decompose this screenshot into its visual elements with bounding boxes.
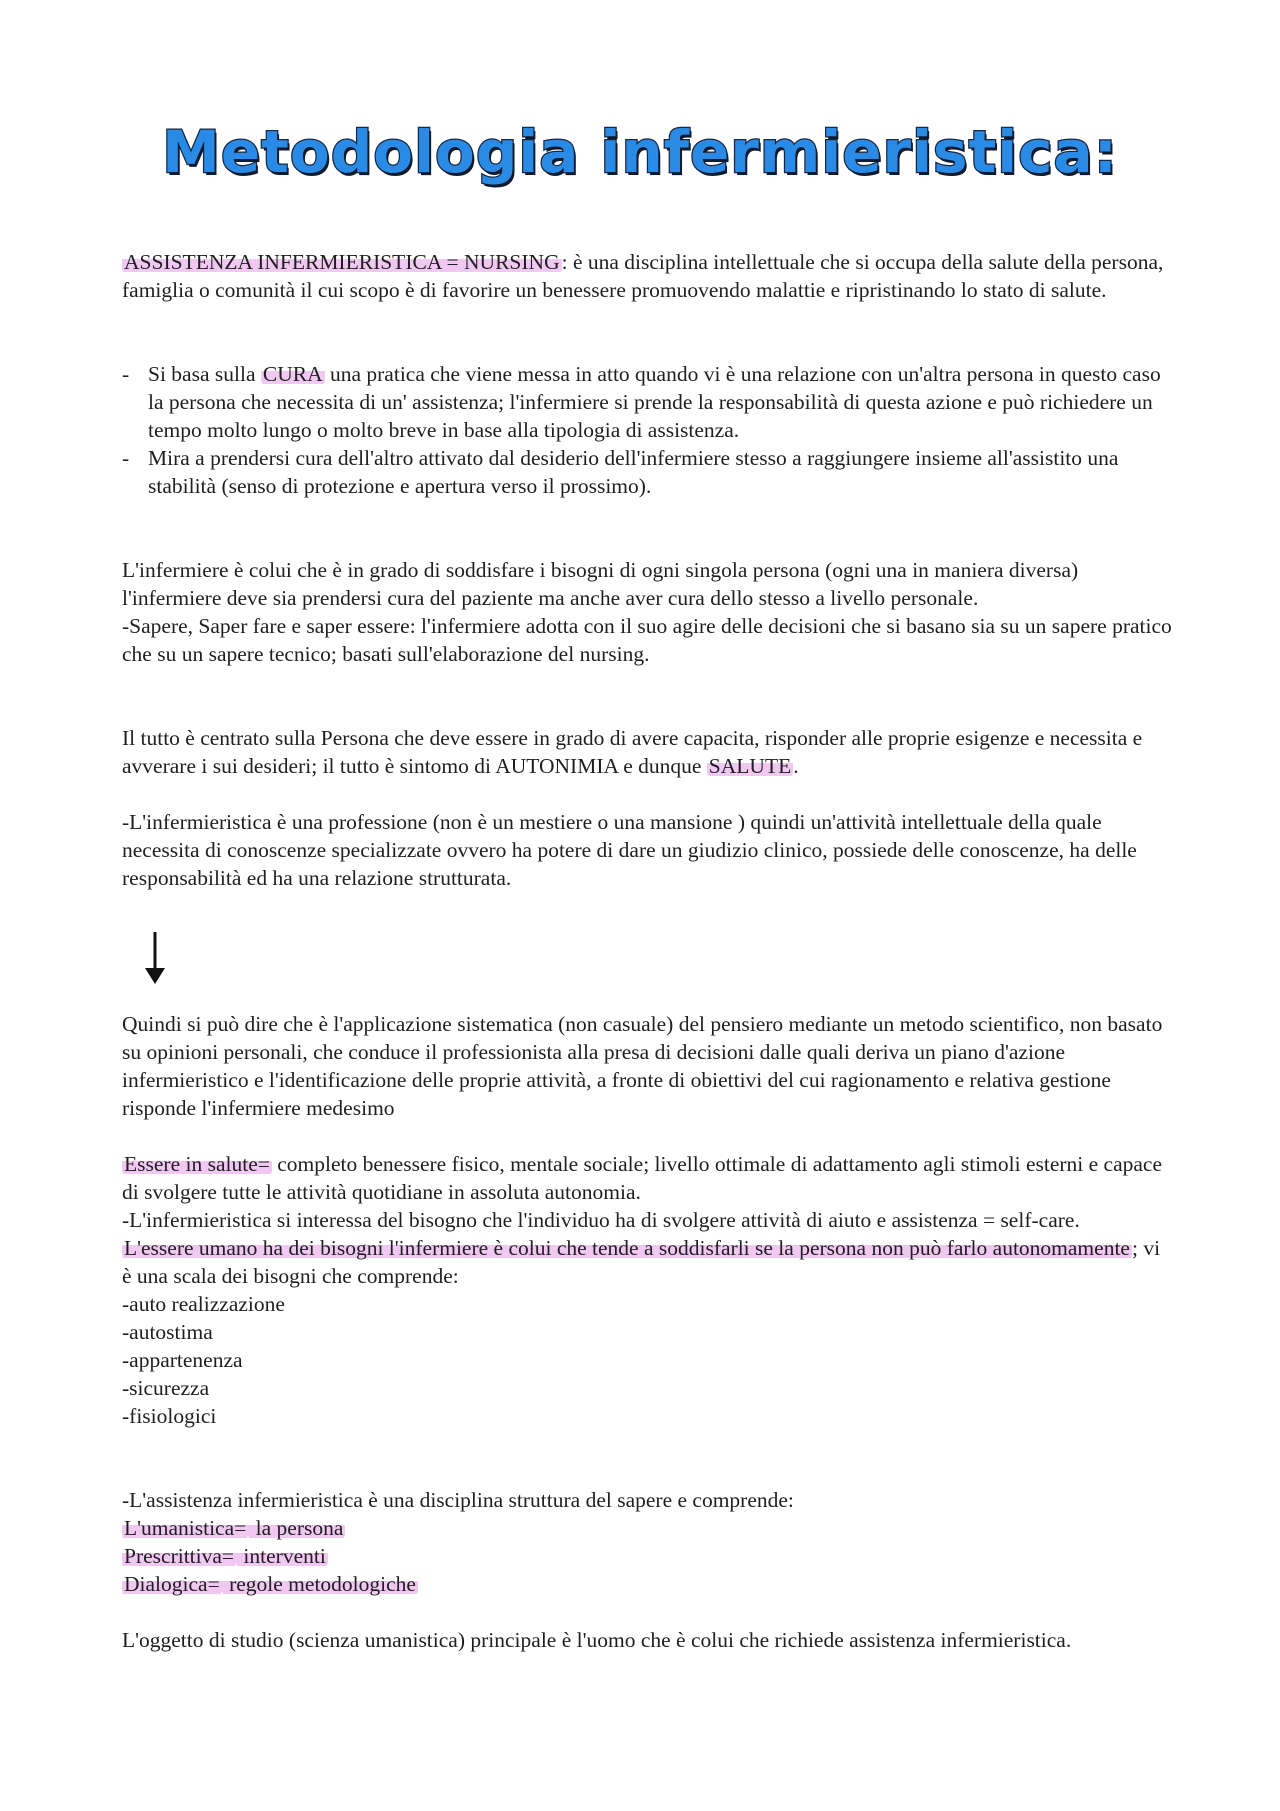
bisogni-text: ; vi è una scala dei bisogni che comprende: [122, 1236, 1161, 1288]
disciplina-def: regole metodologiche [223, 1572, 416, 1596]
highlight-dialogica: Dialogica= [124, 1572, 220, 1596]
oggetto-text: L'oggetto di studio (scienza umanistica) principale è l'uomo che è colui che richiede assistenza infermieristica. [122, 1628, 1072, 1652]
page-title: Metodologia infermieristica: [162, 118, 1118, 186]
bullet-item-mira: - Mira a prendersi cura dell'altro attivato dal desiderio dell'infermiere stesso a raggiungere insieme all'assistito una stabilità (senso di protezione e apertura verso il prossimo). [122, 444, 1172, 500]
quindi-paragraph [122, 1010, 1172, 1122]
disciplina-def: la persona [250, 1516, 344, 1540]
highlight-bisogni: L'essere umano ha dei bisogni l'infermiere è colui che tende a soddisfarli se la persona non può farlo autonomamente [124, 1236, 1130, 1260]
disciplina-item [122, 1570, 1172, 1598]
infermiere-text: L'infermiere è colui che è in grado di soddisfare i bisogni di ogni singola persona (ogni una in maniera diversa) l'infermiere deve sia prendersi cura del paziente ma anche aver cura dello stesso a livello personale. [122, 558, 1079, 610]
oggetto-paragraph [122, 1626, 1172, 1654]
bullet-item-cura [122, 360, 1172, 444]
nursing-definition [122, 248, 1172, 304]
infermiere-paragraph [122, 556, 1172, 668]
down-arrow-icon [143, 930, 167, 986]
highlight-prescrittiva: Prescrittiva= [124, 1544, 235, 1568]
disciplina-def: interventi [238, 1544, 326, 1568]
professione-paragraph [122, 808, 1172, 892]
scala-item: -appartenenza [122, 1348, 243, 1372]
disciplina-section [122, 1486, 1172, 1598]
disciplina-item [122, 1542, 1172, 1570]
highlight-essere-in-salute: Essere in salute= [124, 1152, 270, 1176]
persona-text: Il tutto è centrato sulla Persona che deve essere in grado di avere capacita, risponder alle proprie esigenze e necessita e avverare i sui desideri; il tutto è sintomo di AUTONIMIA e dunque [122, 726, 1143, 778]
scala-item: -auto realizzazione [122, 1292, 285, 1316]
scala-item: -autostima [122, 1320, 213, 1344]
salute-section [122, 1150, 1172, 1430]
quindi-text: Quindi si può dire che è l'applicazione sistematica (non casuale) del pensiero mediante un metodo scientifico, non basato su opinioni personali, che conduce il professionista alla presa di decisioni dalle quali deriva un piano d'azione infermieristico e l'identificazione delle proprie attività, a fronte di obiettivi del cui ragionamento e relativa gestione risponde l'infermiere medesimo [122, 1012, 1163, 1120]
disciplina-item [122, 1514, 1172, 1542]
scala-item: -sicurezza [122, 1376, 210, 1400]
salute-text: completo benessere fisico, mentale sociale; livello ottimale di adattamento agli stimoli esterni e capace di svolgere tutte le attività quotidiane in assoluta autonomia. [122, 1152, 1163, 1204]
bullet-cura-pre: Si basa sulla [148, 362, 261, 386]
scala-item: -fisiologici [122, 1404, 217, 1428]
highlight-umanistica: L'umanistica= [124, 1516, 247, 1540]
persona-paragraph [122, 724, 1172, 780]
persona-text-end: . [793, 754, 799, 778]
disciplina-intro: -L'assistenza infermieristica è una disciplina struttura del sapere e comprende: [122, 1488, 794, 1512]
highlight-cura: CURA [262, 362, 323, 386]
highlight-salute: SALUTE [708, 754, 792, 778]
bullet-cura-post: una pratica che viene messa in atto quando vi è una relazione con un'altra persona in questo caso la persona che necessita di un' assistenza; l'infermiere si prende la responsabilità di questa azione e può richiedere un tempo molto lungo o molto breve in base alla tipologia di assistenza. [148, 362, 1161, 442]
bullet-list [122, 360, 1172, 500]
nursing-definition-text: : è una disciplina intellettuale che si occupa della salute della persona, famiglia o comunità il cui scopo è di favorire un benessere promuovendo malattie e ripristinando lo stato di salute. [122, 250, 1164, 302]
highlight-nursing: ASSISTENZA INFERMIERISTICA = NURSING [124, 250, 560, 274]
sapere-text: -Sapere, Saper fare e saper essere: l'infermiere adotta con il suo agire delle decisioni che si basano sia su un sapere pratico che su un sapere tecnico; basati sull'elaborazione del nursing. [122, 614, 1172, 666]
professione-text: -L'infermieristica è una professione (non è un mestiere o una mansione ) quindi un'attività intellettuale della quale necessita di conoscenze specializzate ovvero ha potere di dare un giudizio clinico, possiede delle conoscenze, ha delle responsabilità ed ha una relazione strutturata. [122, 810, 1137, 890]
selfcare-text: -L'infermieristica si interessa del bisogno che l'individuo ha di svolgere attività di aiuto e assistenza = self-care. [122, 1208, 1080, 1232]
